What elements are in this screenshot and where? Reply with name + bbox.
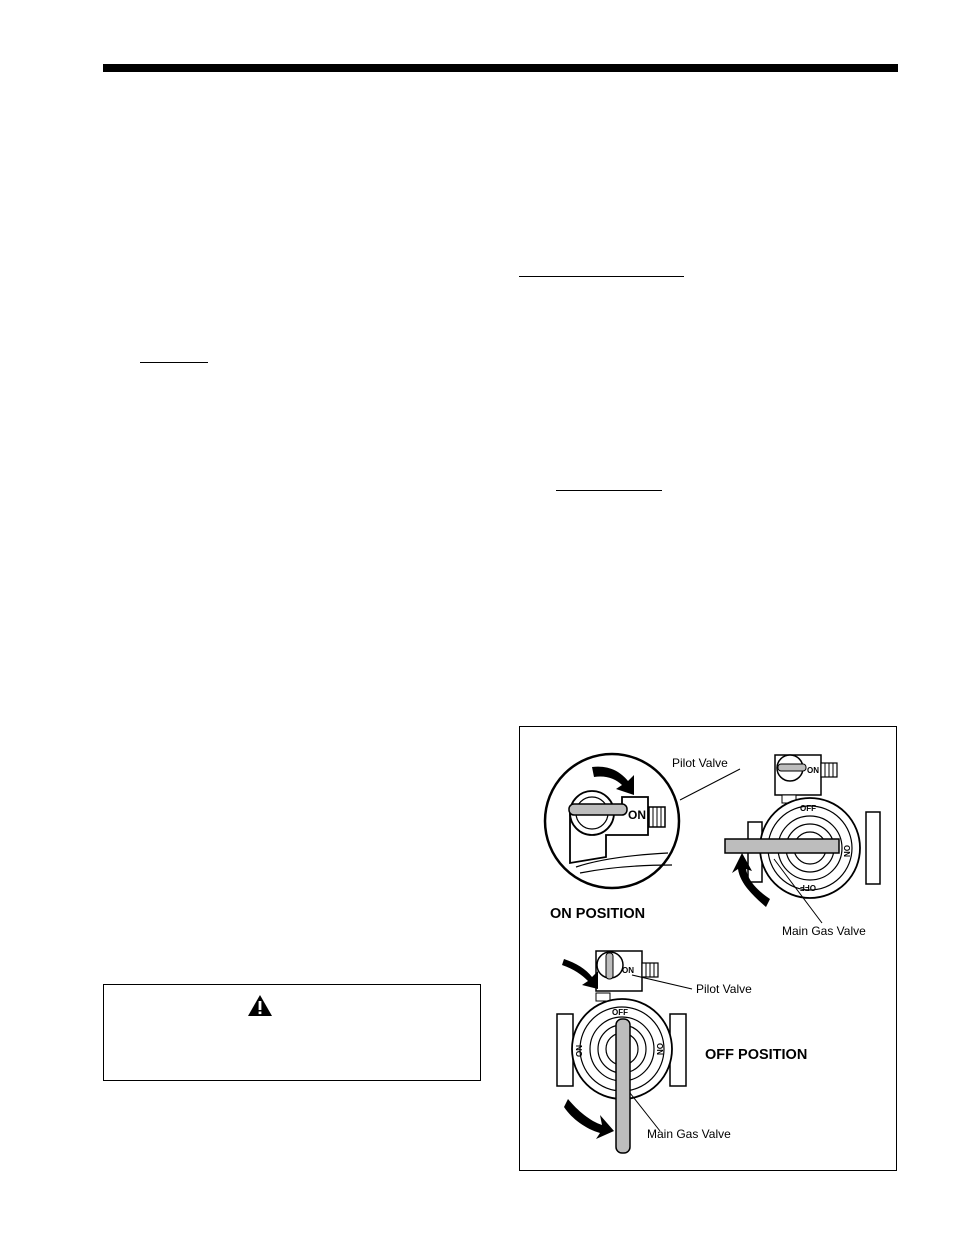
- off-main-on-left-label: ON: [575, 1045, 584, 1057]
- section-underline-right-2: [556, 490, 662, 491]
- on-magnified-on-label: ON: [628, 808, 646, 822]
- on-position-caption: ON POSITION: [550, 906, 646, 922]
- valve-figure: [519, 726, 897, 1171]
- off-main-gas-valve-label: Main Gas Valve: [647, 1127, 731, 1141]
- on-small-pilot-on-label: ON: [807, 766, 819, 775]
- off-small-pilot-on-label: ON: [622, 966, 634, 975]
- off-position-caption: OFF POSITION: [705, 1047, 808, 1063]
- on-main-off-top-label: OFF: [800, 804, 816, 813]
- off-main-valve-assembly: [557, 951, 686, 1153]
- section-underline-right-1: [519, 276, 684, 277]
- on-magnified-pilot-circle: [545, 754, 679, 888]
- on-main-gas-valve-label: Main Gas Valve: [782, 924, 866, 938]
- top-rule: [103, 64, 898, 72]
- off-pilot-valve-label: Pilot Valve: [696, 982, 752, 996]
- warning-box: [103, 984, 481, 1081]
- off-main-off-top-label: OFF: [612, 1008, 628, 1017]
- off-main-on-right-label: ON: [655, 1043, 664, 1055]
- on-main-valve-assembly: [725, 755, 880, 907]
- on-pilot-valve-label: Pilot Valve: [672, 756, 728, 770]
- on-main-on-side-label: ON: [842, 845, 851, 857]
- on-main-off-bottom-label: OFF: [800, 883, 816, 892]
- section-underline-left: [140, 362, 208, 363]
- warning-triangle-icon: [104, 985, 480, 1080]
- valve-diagram: [520, 727, 896, 1170]
